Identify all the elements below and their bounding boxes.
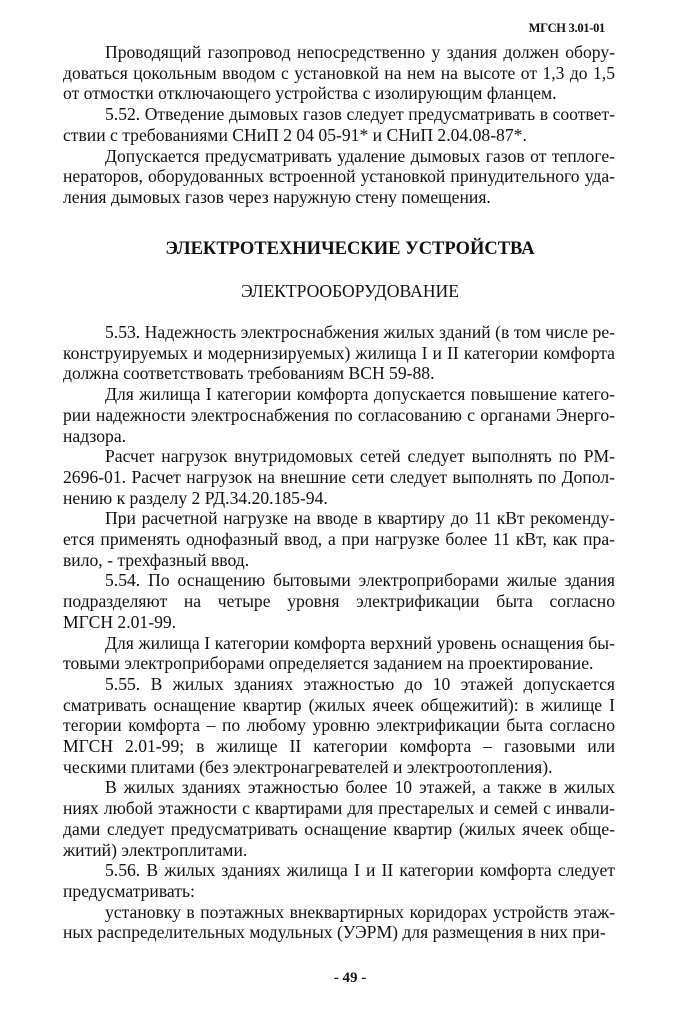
paragraph-line: ниях любой этажности с квартирами для престарелых и семей с инвали- <box>63 798 615 819</box>
page-number: - 49 - <box>333 970 367 986</box>
section-heading: ЭЛЕКТРОТЕХНИЧЕСКИЕ УСТРОЙСТВА <box>165 239 535 259</box>
paragraph-line: доваться цокольным вводом с установкой на нем на высоте от 1,3 до 1,5 <box>63 62 615 83</box>
paragraph-line: установку в поэтажных внеквартирных коридорах устройств этаж- <box>105 901 615 922</box>
paragraph-line: 5.56. В жилых зданиях жилища I и II категории комфорта следует <box>105 860 615 881</box>
paragraph-line: Расчет нагрузок внутридомовых сетей следует выполнять по РМ- <box>105 446 615 467</box>
paragraph-line: 5.55. В жилых зданиях этажностью до 10 этажей допускается <box>105 673 615 694</box>
paragraph-line: нению к разделу 2 РД.34.20.185-94. <box>63 487 328 508</box>
paragraph-line: от отмостки отключающего устройства с изолирующим фланцем. <box>63 83 557 104</box>
paragraph-line: вило, - трехфазный ввод. <box>63 549 250 570</box>
paragraph-line: 2696-01. Расчет нагрузок на внешние сети следует выполнять по Допол- <box>63 466 615 487</box>
paragraph-line: подразделяют на четыре уровня электрификации быта согласно <box>63 591 615 612</box>
paragraph-line: дами следует предусматривать оснащение квартир (жилых ячеек обще- <box>63 818 615 839</box>
paragraph-line: ления дымовых газов через наружную стену помещения. <box>63 186 491 207</box>
paragraph-line: МГСН 2.01-99. <box>63 611 177 632</box>
paragraph-line: должна соответствовать требованиям ВСН 59-88. <box>63 363 435 384</box>
paragraph-line: конструируемых и модернизируемых) жилища I и II категории комфорта <box>63 342 615 363</box>
paragraph-line: житий) электроплитами. <box>63 839 248 860</box>
paragraph-line: Для жилища I категории комфорта допускается повышение катего- <box>105 384 615 405</box>
paragraph-line: ных распределительных модульных (УЭРМ) для размещения в них при- <box>63 922 606 943</box>
paragraph-line: Проводящий газопровод непосредственно у здания должен обору- <box>105 42 615 62</box>
paragraph-line: надзора. <box>63 425 127 446</box>
paragraph-line: тегории комфорта – по любому уровню электрификации быта согласно <box>63 715 615 736</box>
paragraph-line: Для жилища I категории комфорта верхний уровень оснащения бы- <box>105 632 615 653</box>
paragraph-line: 5.53. Надежность электроснабжения жилых зданий (в том числе ре- <box>105 322 615 342</box>
paragraph-line: сматривать оснащение квартир (жилых ячеек общежитий): в жилище I <box>63 694 615 715</box>
paragraph-line: Допускается предусматривать удаление дымовых газов от теплоге- <box>105 145 615 166</box>
document-code-header: МГСН 3.01-01 <box>528 21 605 35</box>
paragraph-line: рии надежности электроснабжения по согласованию с органами Энерго- <box>63 404 615 425</box>
paragraph-line: товыми электроприборами определяется заданием на проектирование. <box>63 653 594 674</box>
paragraph-line: ческими плитами (без электронагревателей и электроотопления). <box>63 756 553 777</box>
paragraph-line: МГСН 2.01-99; в жилище II категории комфорта – газовыми или <box>63 736 615 756</box>
paragraph-line: ствии с требованиями СНиП 2 04 05-91* и СНиП 2.04.08-87*. <box>63 124 527 145</box>
paragraph-line: При расчетной нагрузке на вводе в квартиру до 11 кВт рекоменду- <box>105 508 615 529</box>
paragraph-line: нераторов, оборудованных встроенной установкой принудительного уда- <box>63 166 615 187</box>
paragraph-line: ется применять однофазный ввод, а при нагрузке более 11 кВт, как пра- <box>63 529 615 549</box>
subsection-heading: ЭЛЕКТРООБОРУДОВАНИЕ <box>241 281 459 301</box>
paragraph-line: предусматривать: <box>63 880 195 901</box>
paragraph-line: 5.54. По оснащению бытовыми электроприборами жилые здания <box>105 570 615 591</box>
paragraph-line: 5.52. Отведение дымовых газов следует предусматривать в соответ- <box>105 104 615 125</box>
paragraph-line: В жилых зданиях этажностью более 10 этажей, а также в жилых <box>105 777 615 798</box>
